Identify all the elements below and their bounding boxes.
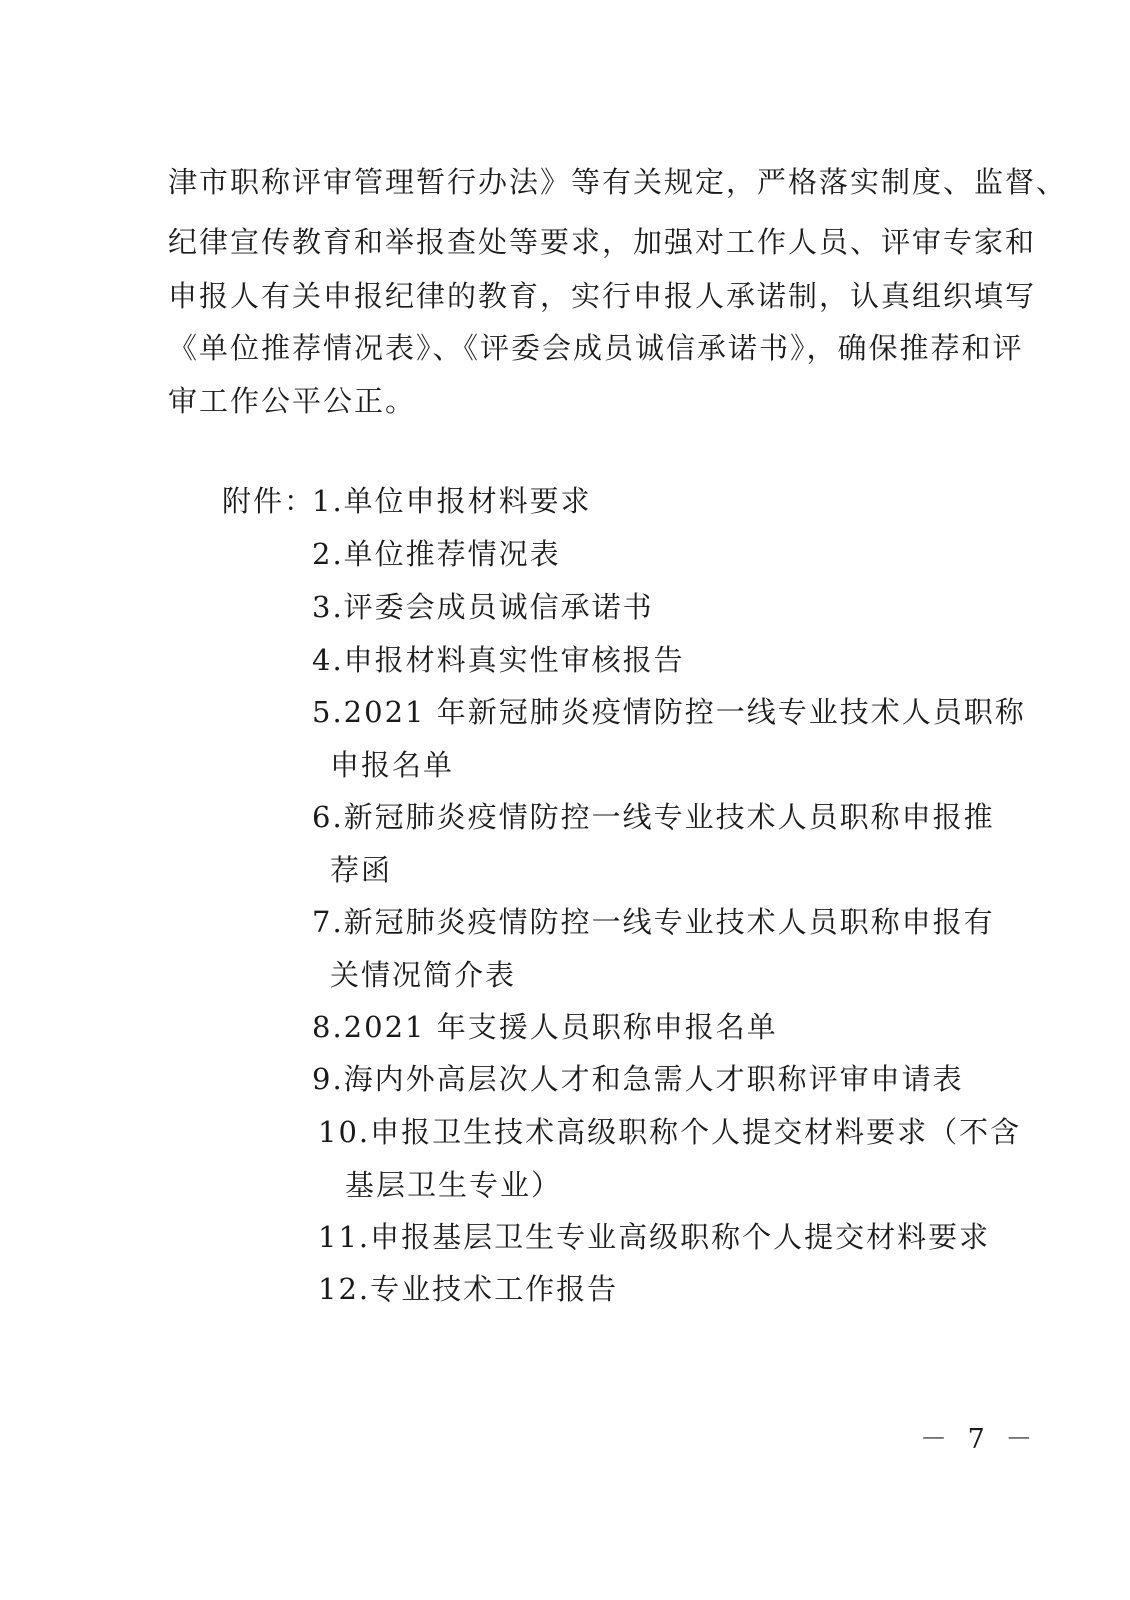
attachment-item: 12.专业技术工作报告 xyxy=(318,1272,619,1306)
attachment-item: 6.新冠肺炎疫情防控一线专业技术人员职称申报推 xyxy=(312,800,995,834)
attachment-item: 3.评委会成员诚信承诺书 xyxy=(312,590,654,624)
attachment-item: 8.2021 年支援人员职称申报名单 xyxy=(312,1010,778,1044)
attachment-item: 5.2021 年新冠肺炎疫情防控一线专业技术人员职称 xyxy=(312,695,1026,729)
attachment-item: 10.申报卫生技术高级职称个人提交材料要求（不含 xyxy=(318,1115,1022,1149)
attachment-item-continuation: 申报名单 xyxy=(330,748,455,782)
attachment-item-continuation: 关情况简介表 xyxy=(330,958,517,992)
attachment-item-continuation: 荐函 xyxy=(330,853,393,887)
page-number: － 7 － xyxy=(920,1424,1039,1455)
body-line: 《单位推荐情况表》、《评委会成员诚信承诺书》，确保推荐和评 xyxy=(168,331,1024,365)
attachment-item: 9.海内外高层次人才和急需人才职称评审申请表 xyxy=(312,1062,964,1096)
body-line: 审工作公平公正。 xyxy=(168,384,417,418)
attachment-item: 1.单位申报材料要求 xyxy=(312,484,592,518)
attachment-item-continuation: 基层卫生专业） xyxy=(345,1168,563,1202)
attachment-item: 2.单位推荐情况表 xyxy=(312,537,561,571)
attachment-item: 4.申报材料真实性审核报告 xyxy=(312,643,685,677)
attachments-label: 附件： xyxy=(222,484,316,518)
body-line: 津市职称评审管理暂行办法》等有关规定，严格落实制度、监督、 xyxy=(168,165,1068,199)
attachment-item: 11.申报基层卫生专业高级职称个人提交材料要求 xyxy=(318,1220,991,1254)
body-line: 申报人有关申报纪律的教育，实行申报人承诺制，认真组织填写 xyxy=(168,279,1037,313)
attachment-item: 7.新冠肺炎疫情防控一线专业技术人员职称申报有 xyxy=(312,905,995,939)
body-line: 纪律宣传教育和举报查处等要求，加强对工作人员、评审专家和 xyxy=(168,225,1037,259)
